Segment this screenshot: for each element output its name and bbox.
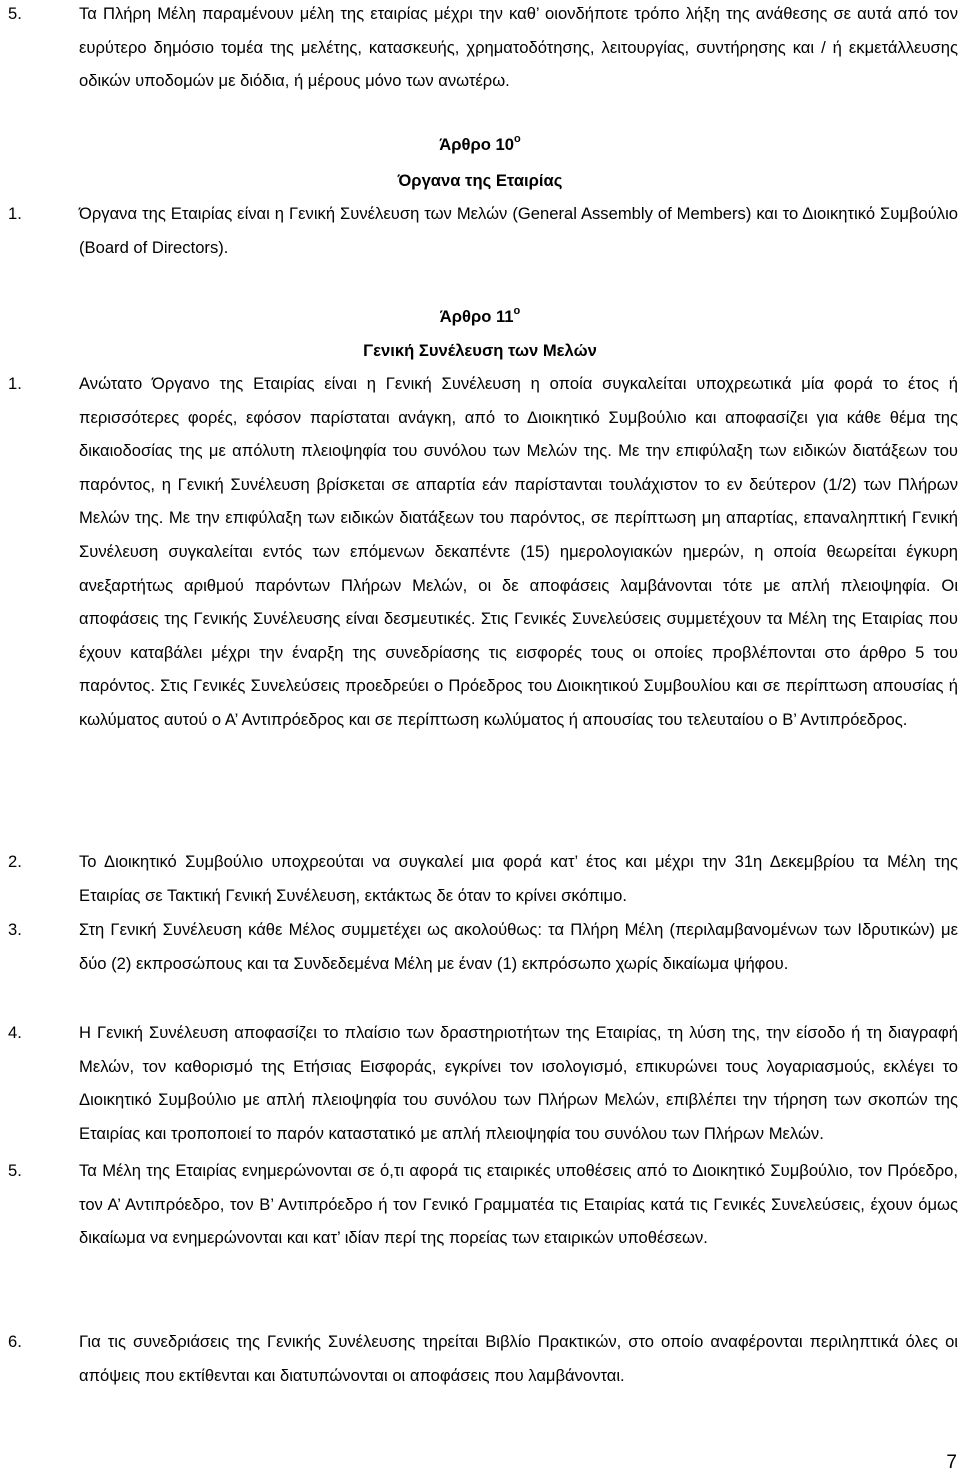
article-10-subtitle: Όργανα της Εταιρίας (397, 171, 563, 190)
item-text: Η Γενική Συνέλευση αποφασίζει το πλαίσιο των δραστηριοτήτων της Εταιρίας, τη λύση της, την είσοδο ή τη διαγραφή Μελών, τον καθορισμό της Ετήσιας Εισφοράς, εγκρίνει τον ισολογισμό, επικυρώνει τους λογαριασμούς, εκλέγει το Διοικητικό Συμβούλιο με απλή πλειοψηφία του συνόλου των Πλήρων Μελών, επιβλέπει την τήρηση των σκοπών της Εταιρίας και τροποποιεί το παρόν καταστατικό με απλή πλειοψηφία του συνόλου των Πλήρων Μελών. (79, 1023, 958, 1143)
page-number: 7 (946, 1452, 957, 1473)
item-text: Όργανα της Εταιρίας είναι η Γενική Συνέλευση των Μελών (General Assembly of Members) και το Διοικητικό Συμβούλιο (Board of Directors). (79, 204, 958, 257)
ordinal-superscript: ο (513, 305, 521, 317)
item-number: 6. (8, 1332, 22, 1351)
item-text: Τα Μέλη της Εταιρίας ενημερώνονται σε ό,τι αφορά τις εταιρικές υποθέσεις από το Διοικητικό Συμβούλιο, τον Πρόεδρο, τον Α’ Αντιπρόεδρο, τον Β’ Αντιπρόεδρο ή τον Γενικό Γραμματέα τις Εταιρίας κατά τις Γενικές Συνελεύσεις, έχουν όμως δικαίωμα να ενημερώνονται και κατ’ ιδίαν περί της πορείας των εταιρικών υποθέσεων. (79, 1161, 958, 1248)
item-text: Ανώτατο Όργανο της Εταιρίας είναι η Γενική Συνέλευση η οποία συγκαλείται υποχρεωτικά μία φορά το έτος ή περισσότερες φορές, εφόσον παρίσταται ανάγκη, από το Διοικητικό Συμβούλιο και αποφασίζει για κάθε θέμα της δικαιοδοσίας της με απόλυτη πλειοψηφία του συνόλου των Μελών της. Με την επιφύλαξη των ειδικών διατάξεων του παρόντος, η Γενική Συνέλευση βρίσκεται σε απαρτία εάν παρίστανται τουλάχιστον το εν δεύτερον (1/2) των Πλήρων Μελών της. Με την επιφύλαξη των ειδικών διατάξεων του παρόντος, σε περίπτωση μη απαρτίας, επαναληπτική Γενική Συνέλευση συγκαλείται εντός των επόμενων δεκαπέντε (15) ημερολογιακών ημερών, η οποία θεωρείται έγκυρη ανεξαρτήτως αριθμού παρόντων Πλήρων Μελών, οι δε αποφάσεις λαμβάνονται τότε με απλή πλειοψηφία. Οι αποφάσεις της Γενικής Συνέλευσης είναι δεσμευτικές. Στις Γενικές Συνελεύσεις συμμετέχουν τα Μέλη της Εταιρίας που έχουν καταβάλει μέχρι την έναρξη της συνεδρίασης τις εισφορές τους οι οποίες προβλέπονται στο άρθρο 5 του παρόντος. Στις Γενικές Συνελεύσεις προεδρεύει ο Πρόεδρος του Διοικητικού Συμβουλίου και σε περίπτωση απουσίας ή κωλύματος αυτού ο Α’ Αντιπρόεδρος και σε περίπτωση κωλύματος ή απουσίας του τελευταίου ο Β’ Αντιπρόεδρος. (79, 374, 958, 729)
item-number: 1. (8, 374, 22, 393)
item-number: 5. (8, 4, 22, 23)
item-number: 5. (8, 1161, 22, 1180)
article-11-heading (0, 305, 960, 329)
item-text: Τα Πλήρη Μέλη παραμένουν μέλη της εταιρίας μέχρι την καθ’ οιονδήποτε τρόπο λήξη της ανάθεσης σε αυτά από τον ευρύτερο δημόσιο τομέα της μελέτης, κατασκευής, χρηματοδότησης, λειτουργίας, συντήρησης και / ή εκμετάλλευσης οδικών υποδομών με διόδια, ή μέρους μόνο των ανωτέρω. (79, 4, 958, 91)
item-number: 1. (8, 204, 22, 223)
article-title: Άρθρο 10 (439, 135, 514, 154)
item-number: 4. (8, 1023, 22, 1042)
item-number: 3. (8, 920, 22, 939)
item-text: Στη Γενική Συνέλευση κάθε Μέλος συμμετέχει ως ακολούθως: τα Πλήρη Μέλη (περιλαμβανομένων των Ιδρυτικών) με δύο (2) εκπροσώπους και τα Συνδεδεμένα Μέλη με έναν (1) εκπρόσωπο χωρίς δικαίωμα ψήφου. (79, 920, 958, 973)
article-11-subtitle: Γενική Συνέλευση των Μελών (363, 341, 597, 360)
article-title: Άρθρο 11 (439, 307, 514, 326)
item-number: 2. (8, 852, 22, 871)
ordinal-superscript: ο (513, 133, 521, 145)
item-text: Για τις συνεδριάσεις της Γενικής Συνέλευσης τηρείται Βιβλίο Πρακτικών, στο οποίο αναφέρονται περιληπτικά όλες οι απόψεις που εκτίθενται και διατυπώνονται οι αποφάσεις που λαμβάνονται. (79, 1332, 958, 1385)
article-10-heading (0, 133, 960, 157)
item-text: Το Διοικητικό Συμβούλιο υποχρεούται να συγκαλεί μια φορά κατ’ έτος και μέχρι την 31η Δεκεμβρίου τα Μέλη της Εταιρίας σε Τακτική Γενική Συνέλευση, εκτάκτως δε όταν το κρίνει σκόπιμο. (79, 852, 958, 905)
